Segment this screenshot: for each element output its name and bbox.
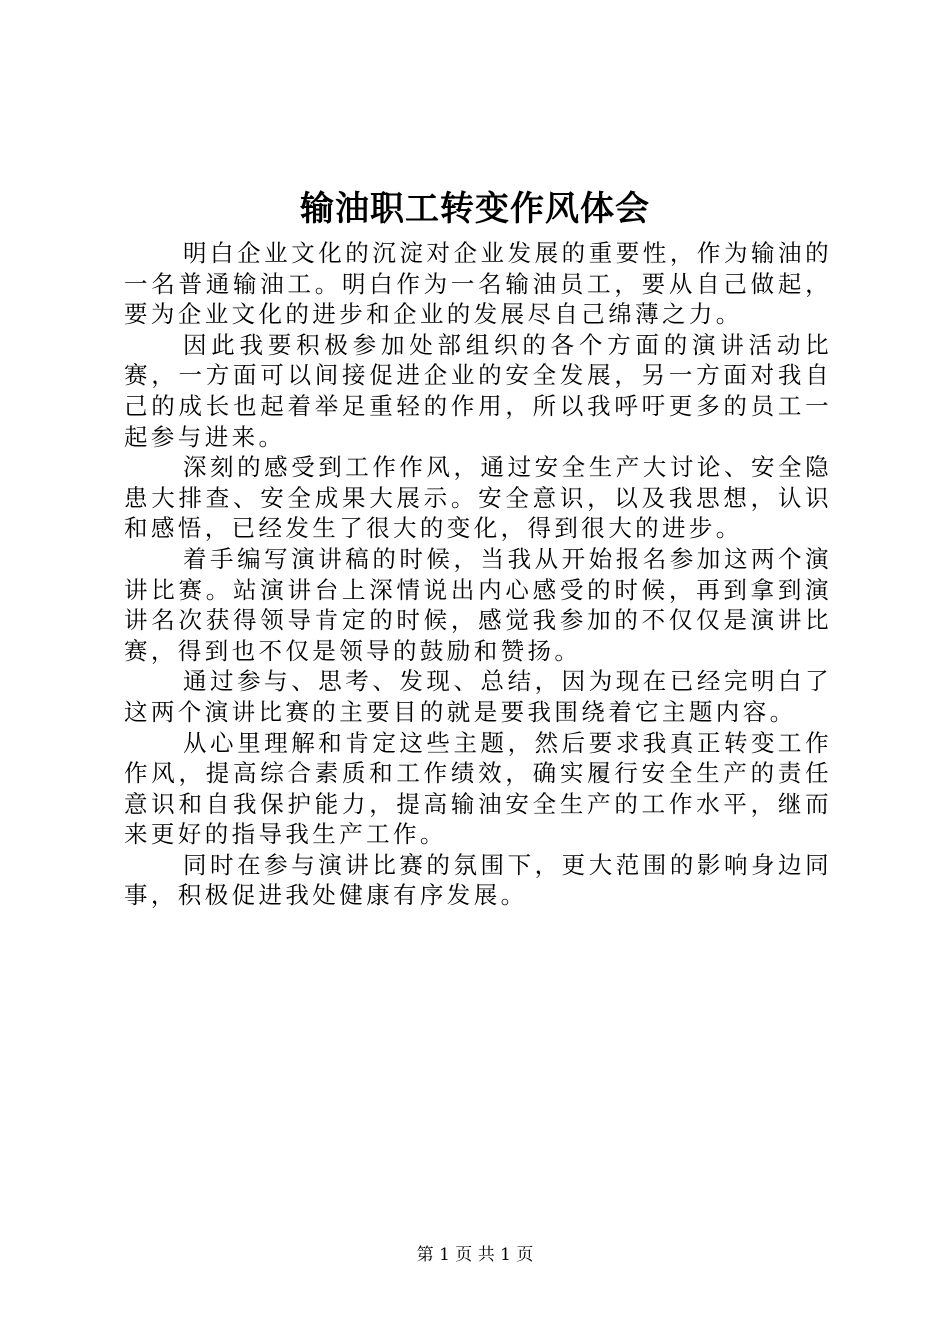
paragraph: 深刻的感受到工作作风，通过安全生产大讨论、安全隐患大排查、安全成果大展示。安全意识，以及我思想，认识和感悟，已经发生了很大的变化，得到很大的进步。	[124, 453, 832, 543]
paragraph: 同时在参与演讲比赛的氛围下，更大范围的影响身边同事，积极促进我处健康有序发展。	[124, 850, 832, 910]
paragraph: 因此我要积极参加处部组织的各个方面的演讲活动比赛，一方面可以间接促进企业的安全发展，另一方面对我自己的成长也起着举足重轻的作用，所以我呼吁更多的员工一起参与进来。	[124, 330, 832, 451]
paragraph: 通过参与、思考、发现、总结，因为现在已经完明白了这两个演讲比赛的主要目的就是要我围绕着它主题内容。	[124, 667, 832, 726]
paragraph: 从心里理解和肯定这些主题，然后要求我真正转变工作作风，提高综合素质和工作绩效，确实履行安全生产的责任意识和自我保护能力，提高输油安全生产的工作水平，继而来更好的指导我生产工作。	[124, 728, 832, 849]
paragraph: 着手编写演讲稿的时候，当我从开始报名参加这两个演讲比赛。站演讲台上深情说出内心感受的时候，再到拿到演讲名次获得领导肯定的时候，感觉我参加的不仅仅是演讲比赛，得到也不仅是领导的鼓励和赞扬。	[124, 544, 832, 665]
paragraph: 明白企业文化的沉淀对企业发展的重要性，作为输油的一名普通输油工。明白作为一名输油员工，要从自己做起，要为企业文化的进步和企业的发展尽自己绵薄之力。	[124, 239, 832, 329]
page-number-footer: 第 1 页 共 1 页	[416, 1245, 534, 1265]
document-title: 输油职工转变作风体会	[300, 189, 650, 229]
document-body	[124, 238, 832, 911]
